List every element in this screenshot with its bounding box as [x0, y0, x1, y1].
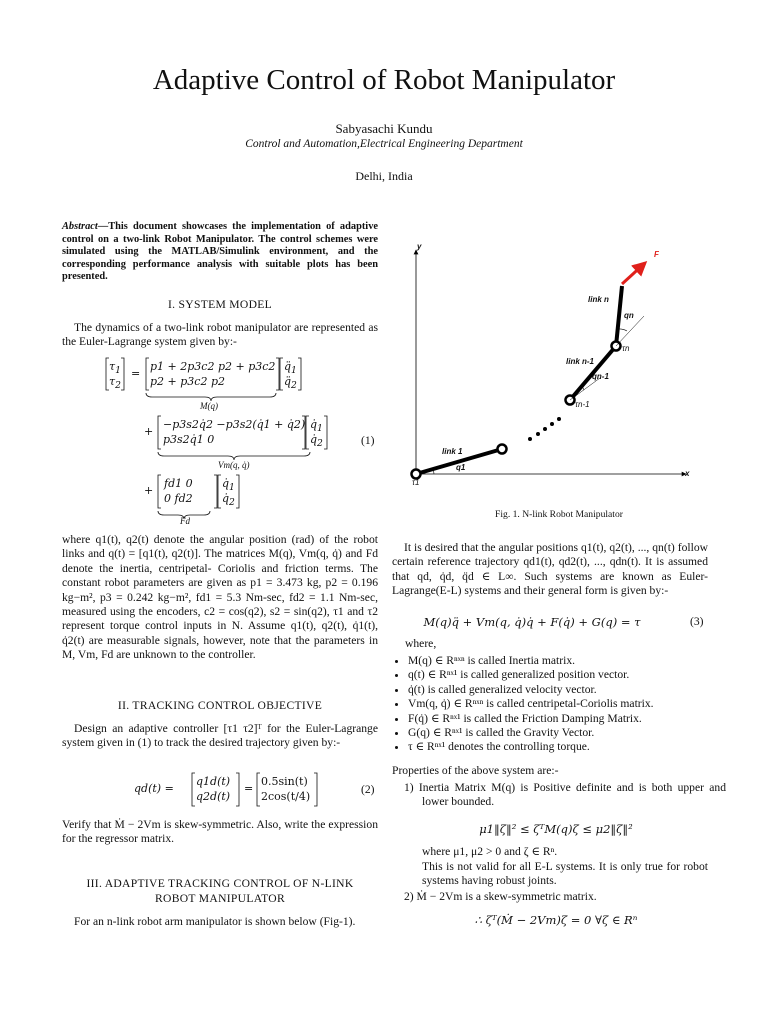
link-n [616, 286, 622, 346]
abstract-lead: Abstract [62, 221, 98, 232]
paragraph-desired: It is desired that the angular positions q1(t), q2(t), ..., qn(t) follow certain reference trajectory qd1(t), qd2(t), ..., qdn(t). It is assumed that qd, q̇d, q̈d ∈ L∞. Such systems are known as Euler-Lagrange(E-L) systems and their general form is given by:- [392, 541, 708, 598]
eq2-v2: q2d(t) [196, 790, 231, 803]
definition-list [392, 654, 708, 755]
inertia-inequality: μ1‖ζ‖² ≤ ζᵀM(q)ζ ≤ μ2‖ζ‖² [479, 822, 633, 836]
properties-intro: Properties of the above system are:- [392, 764, 559, 777]
definition-item: • Vm(q, q̇) ∈ Rⁿˣⁿ is called centripetal-Coriolis matrix. [408, 697, 708, 711]
property-1: 1) Inertia Matrix M(q) is Positive definite and is both upper and lower bounded. [404, 781, 726, 809]
equation-2-number: (2) [361, 783, 375, 796]
paragraph-nlink: For an n-link robot arm manipulator is shown below (Fig-1). [74, 915, 356, 928]
tau-n-label: τn [622, 344, 630, 353]
author-name: Sabyasachi Kundu [335, 121, 433, 136]
property-2: 2) Ṁ − 2Vm is a skew-symmetric matrix. [404, 890, 597, 903]
definition-item: • G(q) ∈ Rⁿˣ¹ is called the Gravity Vector. [408, 726, 708, 740]
paragraph-parameters: where q1(t), q2(t) denote the angular position (rad) of the robot links and q(t) = [q1(t), q2(t)]. The matrices M(q), Vm(q, q̇) and Fd denote the inertia, centripetal- Coriolis and friction terms. The constant robot parameters are given as p1 = 3.473 kg, p2 = 0.196 kg−m², p3 = 0.242 kg−m², fd1 = 5.3 Nm-sec, fd2 = 1.1 Nm-sec, measured using the encoders, c2 = cos(q2), s2 = sin(q2), τ1 and τ2 represent torque control inputs in N. Assume q1(t), q2(t), q̇1(t), q̇2(t) are measurable signals, however, note that the parameters in M, Vm, Fd are unknown to the controller. [62, 533, 378, 662]
definition-item: • τ ∈ Rⁿˣ¹ denotes the controlling torque. [408, 740, 708, 754]
paragraph-verify: Verify that Ṁ − 2Vm is skew-symmetric. Also, write the expression for the regressor matrix. [62, 818, 378, 846]
Vm-label: Vm(q, q̇) [218, 460, 250, 470]
qn-1-label: qn-1 [592, 372, 609, 381]
M-row1: p1 + 2p3c2 p2 + p3c2 [150, 360, 276, 373]
paragraph-objective: Design an adaptive controller [τ1 τ2]ᵀ for the Euler-Lagrange system given in (1) to track the desired trajectory given by:- [62, 722, 378, 750]
abstract [62, 221, 378, 284]
equation-2: qd(t) = q1d(t) q2d(t) = 0.5sin(t) 2cos(t/4) (2) [130, 771, 380, 811]
section-heading-3-line1: III. ADAPTIVE TRACKING CONTROL OF N-LINK [86, 877, 354, 890]
author-location: Delhi, India [355, 169, 413, 183]
definition-item: • F(q̇) ∈ Rⁿˣ¹ is called the Friction Damping Matrix. [408, 712, 708, 726]
figure-nlink-manipulator [404, 228, 714, 498]
definition-item: • M(q) ∈ Rⁿˣⁿ is called Inertia matrix. [408, 654, 708, 668]
q1-label: q1 [456, 463, 466, 472]
eq2-lhs: qd(t) = [134, 782, 174, 795]
tau-n-1-label: τn-1 [575, 400, 590, 409]
force-label: F [654, 250, 659, 259]
equation-3-number: (3) [690, 615, 704, 628]
force-arrow [622, 263, 645, 284]
ellipsis-dots [528, 417, 561, 441]
link-n-label: link n [588, 295, 609, 304]
definition-item: • q̇(t) is called generalized velocity vector. [408, 683, 708, 697]
link-1-label: link 1 [442, 447, 463, 456]
eq2-v1: q1d(t) [196, 775, 231, 788]
inequality-where: where μ1, μ2 > 0 and ζ ∈ Rⁿ. [422, 845, 558, 858]
M-row2: p2 + p3c2 p2 [150, 375, 225, 388]
M-label: M(q) [200, 401, 218, 411]
figure-caption: Fig. 1. N-link Robot Manipulator [495, 509, 623, 520]
link-n-1-label: link n-1 [566, 357, 595, 366]
Fd-label: Fd [180, 516, 190, 526]
Fd-row2: 0 fd2 [164, 492, 193, 505]
equation-3: M(q)q̈ + Vm(q, q̇)q̇ + F(q̇) + G(q) = τ [423, 615, 641, 629]
skew-symmetry-equation: ∴ ζᵀ(Ṁ − 2Vm)ζ = 0 ∀ζ ∈ Rⁿ [474, 913, 638, 927]
eq2-r1: 0.5sin(t) [261, 775, 308, 788]
equation-1-brackets [100, 356, 380, 526]
x-axis-label: x [685, 469, 690, 478]
y-axis-label: y [417, 242, 422, 251]
Vm-row2: p3s2q̇1 0 [163, 433, 215, 446]
author-affiliation: Control and Automation,Electrical Engineering Department [245, 138, 523, 150]
equation-1: $\tau_1$ $\tau_2$ = p1 + 2p3c2 p2 + p3c2 p2 + p3c2 p2 $q̈_1$ $q̈_2$ M(q) + −p3s2q̇2 −p3s2(q̇1 + q̇2) p3s2q̇1 0 $q̇_1$ $q̇_2$ Vm(q, q̇) (1) + fd1 0 0 fd2 $q̇_1$ $q̇_2$ Fd [100, 356, 380, 526]
section-heading-2: II. TRACKING CONTROL OBJECTIVE [117, 699, 323, 712]
joint-2 [498, 445, 507, 454]
paragraph-dynamics: The dynamics of a two-link robot manipulator are represented as the Euler-Lagrange system given by:- [62, 321, 378, 349]
Vm-row1: −p3s2q̇2 −p3s2(q̇1 + q̇2) [163, 418, 306, 431]
where-label: where, [405, 637, 437, 650]
eq2-r2: 2cos(t/4) [261, 790, 311, 803]
definition-item: • q(t) ∈ Rⁿˣ¹ is called generalized position vector. [408, 668, 708, 682]
abstract-text: —This document showcases the implementation of adaptive control on a two-link Robot Manipulator. The control schemes were simulated using the MATLAB/Simulink environment, and the corresponding performance analysis with suitable plots has been presented. [62, 221, 378, 283]
Fd-row1: fd1 0 [164, 477, 193, 490]
section-heading-3-line2: ROBOT MANIPULATOR [155, 892, 285, 905]
section-heading-1: I. SYSTEM MODEL [167, 298, 272, 311]
paper-title: Adaptive Control of Robot Manipulator [152, 64, 616, 96]
tau-1-label: τ1 [412, 478, 420, 487]
property-1-note: This is not valid for all E-L systems. It is only true for robot systems having robust joints. [422, 860, 708, 888]
figure-diagram [404, 228, 714, 498]
qn-label: qn [624, 311, 634, 320]
equation-1-number: (1) [361, 434, 375, 447]
